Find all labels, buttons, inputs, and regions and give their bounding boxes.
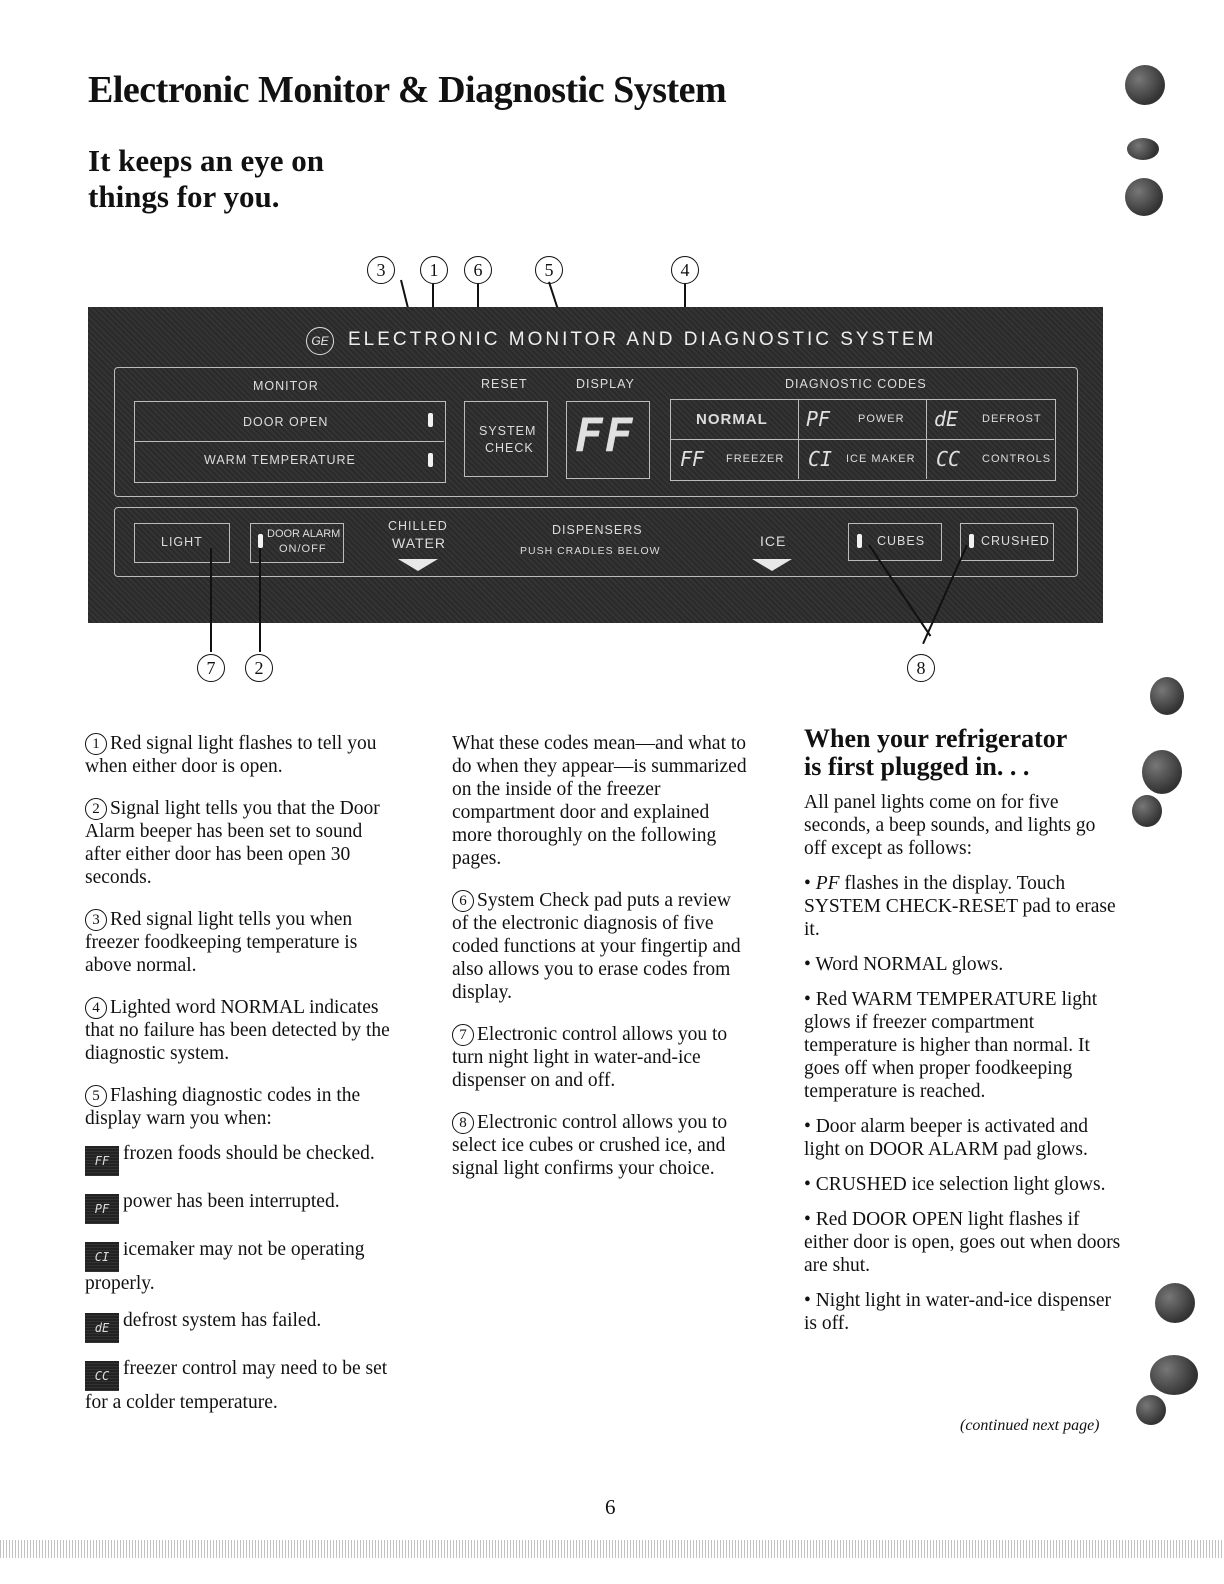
cubes-button[interactable] [848, 523, 942, 561]
leader-line [210, 548, 212, 652]
water-label: WATER [392, 535, 446, 551]
dispensers-label: DISPENSERS [552, 523, 643, 537]
light-label: LIGHT [161, 535, 203, 549]
bullet-text: Door alarm beeper is activated and light on DOOR ALARM pad glows. [804, 1116, 1089, 1160]
bullet: • Night light in water-and-ice dispenser is off. [804, 1290, 1111, 1334]
code-item-text: freezer control may need to be set for a colder temperature. [85, 1358, 388, 1413]
code-de-label: DEFROST [982, 413, 1042, 425]
monitor-divider [134, 441, 444, 442]
cubes-label: CUBES [877, 534, 926, 548]
binder-hole-icon [1150, 1355, 1198, 1395]
item-text: Red signal light flashes to tell you when either door is open. [85, 733, 377, 777]
bullet: • Red WARM TEMPERATURE light glows if freezer compartment temperature is higher than normal. It goes off when proper foodkeeping temperature is reached. [804, 989, 1098, 1102]
code-display-icon: FF [85, 1146, 119, 1176]
code-item-text: frozen foods should be checked. [123, 1143, 375, 1164]
code-item-text: icemaker may not be operating properly. [85, 1239, 365, 1294]
item-text: System Check pad puts a review of the electronic diagnosis of five coded functions at your fingertip and also allows you to erase codes from display. [452, 890, 741, 1003]
code-cc-label: CONTROLS [982, 453, 1052, 465]
item-4 [85, 996, 400, 1065]
ice-arrow-icon [752, 559, 792, 571]
code-cc: CC [936, 447, 961, 471]
bullet: • PF flashes in the display. Touch SYSTEM CHECK-RESET pad to erase it. [804, 873, 1116, 940]
reset-label: RESET [481, 377, 528, 391]
item-number: 4 [85, 997, 107, 1019]
column-1 [85, 732, 400, 1414]
item-7 [452, 1023, 752, 1092]
callout-6: 6 [464, 256, 492, 284]
door-alarm-line-1: DOOR ALARM [267, 528, 341, 540]
item-8 [452, 1111, 752, 1180]
page-title: Electronic Monitor & Diagnostic System [88, 69, 727, 111]
section-heading [804, 725, 1122, 781]
system-check-line-2: CHECK [485, 441, 534, 455]
code-de: dE [934, 407, 959, 431]
item-text: Signal light tells you that the Door Alarm beeper has been set to sound after either door has been open 30 seconds. [85, 798, 380, 888]
item-text: Electronic control allows you to turn night light in water-and-ice dispenser on and off. [452, 1024, 728, 1091]
control-panel [88, 307, 1103, 623]
monitor-box [134, 401, 446, 483]
callout-7: 7 [197, 654, 225, 682]
binder-hole-icon [1132, 795, 1162, 827]
bullet-text: Night light in water-and-ice dispenser is off. [804, 1290, 1111, 1334]
continued-note: (continued next page) [960, 1417, 1100, 1434]
grid-vline [926, 399, 927, 479]
item-text: Electronic control allows you to select ice cubes or crushed ice, and signal light confirms your choice. [452, 1112, 728, 1179]
binder-hole-icon [1155, 1283, 1195, 1323]
item-3 [85, 908, 400, 977]
heading-line-2: is first plugged in. . . [804, 752, 1030, 781]
code-ff-label: FREEZER [726, 453, 785, 465]
bullet-text: Word NORMAL glows. [815, 954, 1004, 975]
callout-2: 2 [245, 654, 273, 682]
leader-line [259, 548, 261, 652]
diagnostic-codes-label: DIAGNOSTIC CODES [785, 377, 927, 391]
binder-hole-icon [1150, 677, 1184, 715]
code-item [85, 1190, 400, 1224]
code-ff: FF [680, 447, 705, 471]
code-item-text: power has been interrupted. [123, 1191, 340, 1212]
code-display-icon: CC [85, 1361, 119, 1391]
code-normal-label: NORMAL [696, 411, 768, 428]
monitor-label: MONITOR [253, 379, 319, 393]
callout-1: 1 [420, 256, 448, 284]
callout-5: 5 [535, 256, 563, 284]
code-item [85, 1142, 400, 1176]
crushed-label: CRUSHED [981, 534, 1050, 548]
item-number: 2 [85, 798, 107, 820]
subtitle-line-2: things for you. [88, 179, 280, 214]
item-text: Red signal light tells you when freezer foodkeeping temperature is above normal. [85, 909, 358, 976]
item-6 [452, 889, 752, 1004]
panel-title: ELECTRONIC MONITOR AND DIAGNOSTIC SYSTEM [348, 329, 937, 350]
codes-intro: What these codes mean—and what to do when they appear—is summarized on the inside of the freezer compartment door and explained more thoroughly on the following pages. [452, 733, 747, 869]
grid-hline [670, 439, 1054, 440]
section-intro: All panel lights come on for five seconds, a beep sounds, and lights go off except as follows: [804, 792, 1096, 859]
item-number: 5 [85, 1085, 107, 1107]
binder-hole-icon [1125, 178, 1163, 216]
warm-temperature-label: WARM TEMPERATURE [204, 453, 356, 467]
light-button[interactable] [134, 523, 230, 563]
code-display-icon: CI [85, 1242, 119, 1272]
page-subtitle [88, 143, 408, 215]
bottom-rule [0, 1540, 1224, 1558]
code-ci-label: ICE MAKER [846, 453, 916, 465]
item-number: 3 [85, 909, 107, 931]
code-ci: CI [808, 447, 833, 471]
binder-hole-icon [1127, 138, 1159, 160]
column-2 [452, 732, 752, 1199]
chilled-label: CHILLED [388, 519, 448, 533]
door-open-light [428, 413, 433, 427]
display-label: DISPLAY [576, 377, 635, 391]
code-pf: PF [806, 407, 831, 431]
system-check-button[interactable] [464, 401, 548, 477]
binder-hole-icon [1136, 1395, 1166, 1425]
code-display-icon: PF [85, 1194, 119, 1224]
item-2 [85, 797, 400, 889]
callout-8: 8 [907, 654, 935, 682]
code-pf-label: POWER [858, 413, 905, 425]
binder-hole-icon [1125, 65, 1165, 105]
water-arrow-icon [398, 559, 438, 571]
grid-vline [798, 399, 799, 479]
ice-label: ICE [760, 533, 787, 549]
bullet: • Red DOOR OPEN light flashes if either door is open, goes out when doors are shut. [804, 1209, 1121, 1276]
bullet: • Word NORMAL glows. [804, 954, 1004, 975]
item-text: Flashing diagnostic codes in the display warn you when: [85, 1085, 361, 1129]
heading-line-1: When your refrigerator [804, 724, 1068, 753]
bullet-code: PF [815, 873, 840, 894]
door-alarm-button[interactable] [250, 523, 344, 563]
binder-hole-icon [1142, 750, 1182, 794]
item-1 [85, 732, 400, 778]
ge-logo: GE [306, 327, 334, 355]
code-display-icon: dE [85, 1313, 119, 1343]
code-item [85, 1309, 400, 1343]
system-check-line-1: SYSTEM [479, 424, 537, 438]
item-5 [85, 1084, 400, 1130]
code-item-text: defrost system has failed. [123, 1310, 322, 1331]
column-3 [804, 725, 1122, 1335]
push-cradles-label: PUSH CRADLES BELOW [520, 545, 661, 557]
door-alarm-line-2: ON/OFF [279, 543, 327, 555]
crushed-light [969, 534, 974, 548]
bullet: • CRUSHED ice selection light glows. [804, 1174, 1106, 1195]
bullet-text: flashes in the display. Touch SYSTEM CHECK-RESET pad to erase it. [804, 873, 1116, 940]
code-item [85, 1357, 400, 1414]
bullet: • Door alarm beeper is activated and light on DOOR ALARM pad glows. [804, 1116, 1089, 1160]
crushed-button[interactable] [960, 523, 1054, 561]
item-number: 7 [452, 1024, 474, 1046]
code-item [85, 1238, 400, 1295]
item-number: 8 [452, 1112, 474, 1134]
page-number: 6 [605, 1495, 616, 1519]
item-number: 1 [85, 733, 107, 755]
bullet-text: CRUSHED ice selection light glows. [815, 1174, 1106, 1195]
item-text: Lighted word NORMAL indicates that no failure has been detected by the diagnostic system. [85, 997, 390, 1064]
warm-temperature-light [428, 453, 433, 467]
bullet-text: Red WARM TEMPERATURE light glows if freezer compartment temperature is higher than normal. It goes off when proper foodkeeping temperature is reached. [804, 989, 1098, 1102]
item-number: 6 [452, 890, 474, 912]
subtitle-line-1: It keeps an eye on [88, 143, 324, 178]
callout-4: 4 [671, 256, 699, 284]
bullet-text: Red DOOR OPEN light flashes if either door is open, goes out when doors are shut. [804, 1209, 1121, 1276]
callout-3: 3 [367, 256, 395, 284]
code-display [566, 401, 650, 479]
code-display-value: FF [575, 408, 635, 462]
cubes-light [857, 534, 862, 548]
door-alarm-light [258, 534, 263, 548]
door-open-label: DOOR OPEN [243, 415, 329, 429]
